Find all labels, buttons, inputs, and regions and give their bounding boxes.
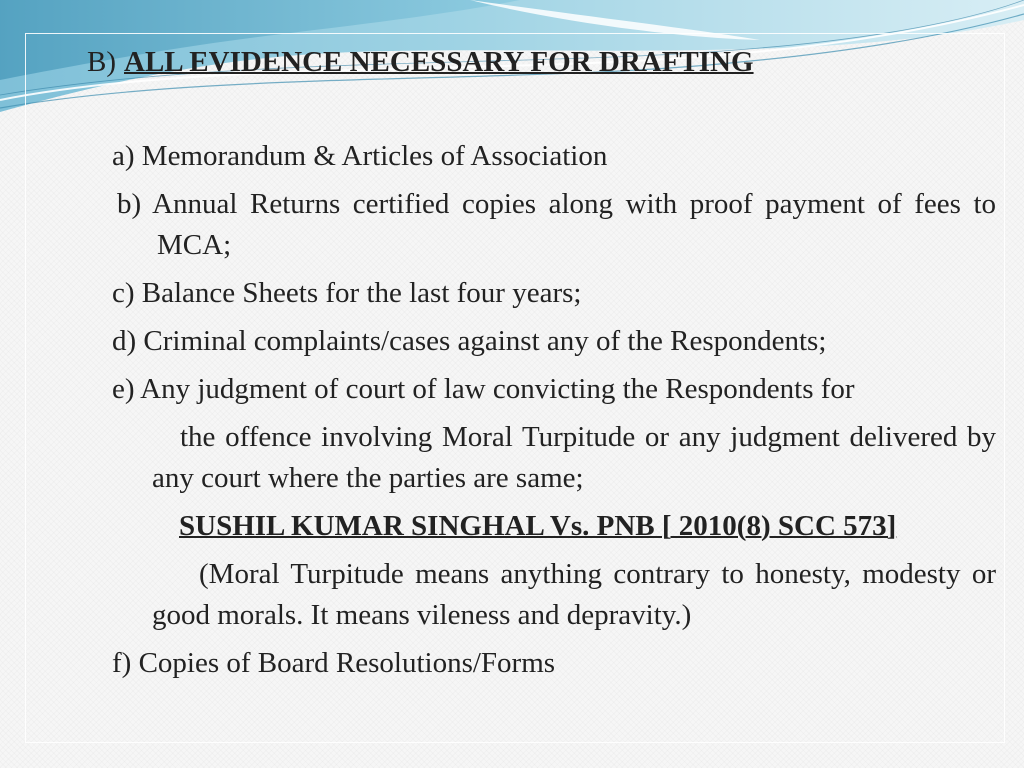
list-item-b: b) Annual Returns certified copies along with proof payment of fees to MCA; — [117, 188, 996, 261]
title-heading: ALL EVIDENCE NECESSARY FOR DRAFTING — [124, 46, 754, 78]
case-citation: SUSHIL KUMAR SINGHAL Vs. PNB [ 2010(8) SCC 573] — [179, 510, 897, 542]
list-item-e-continuation: the offence involving Moral Turpitude or any judgment delivered by any court where the parties are same; — [152, 421, 996, 494]
list-item-d: d) Criminal complaints/cases against any of the Respondents; — [112, 325, 827, 357]
list-item-f: f) Copies of Board Resolutions/Forms — [112, 647, 556, 679]
slide-title — [87, 42, 987, 82]
list-item-c: c) Balance Sheets for the last four years; — [112, 277, 582, 309]
case-note: (Moral Turpitude means anything contrary to honesty, modesty or good morals. It means vileness and depravity.) — [152, 558, 996, 631]
title-prefix: B) — [87, 46, 116, 78]
list-item-e: e) Any judgment of court of law convicting the Respondents for — [112, 373, 855, 405]
list-item-a: a) Memorandum & Articles of Association — [112, 140, 608, 172]
evidence-list — [112, 136, 996, 684]
